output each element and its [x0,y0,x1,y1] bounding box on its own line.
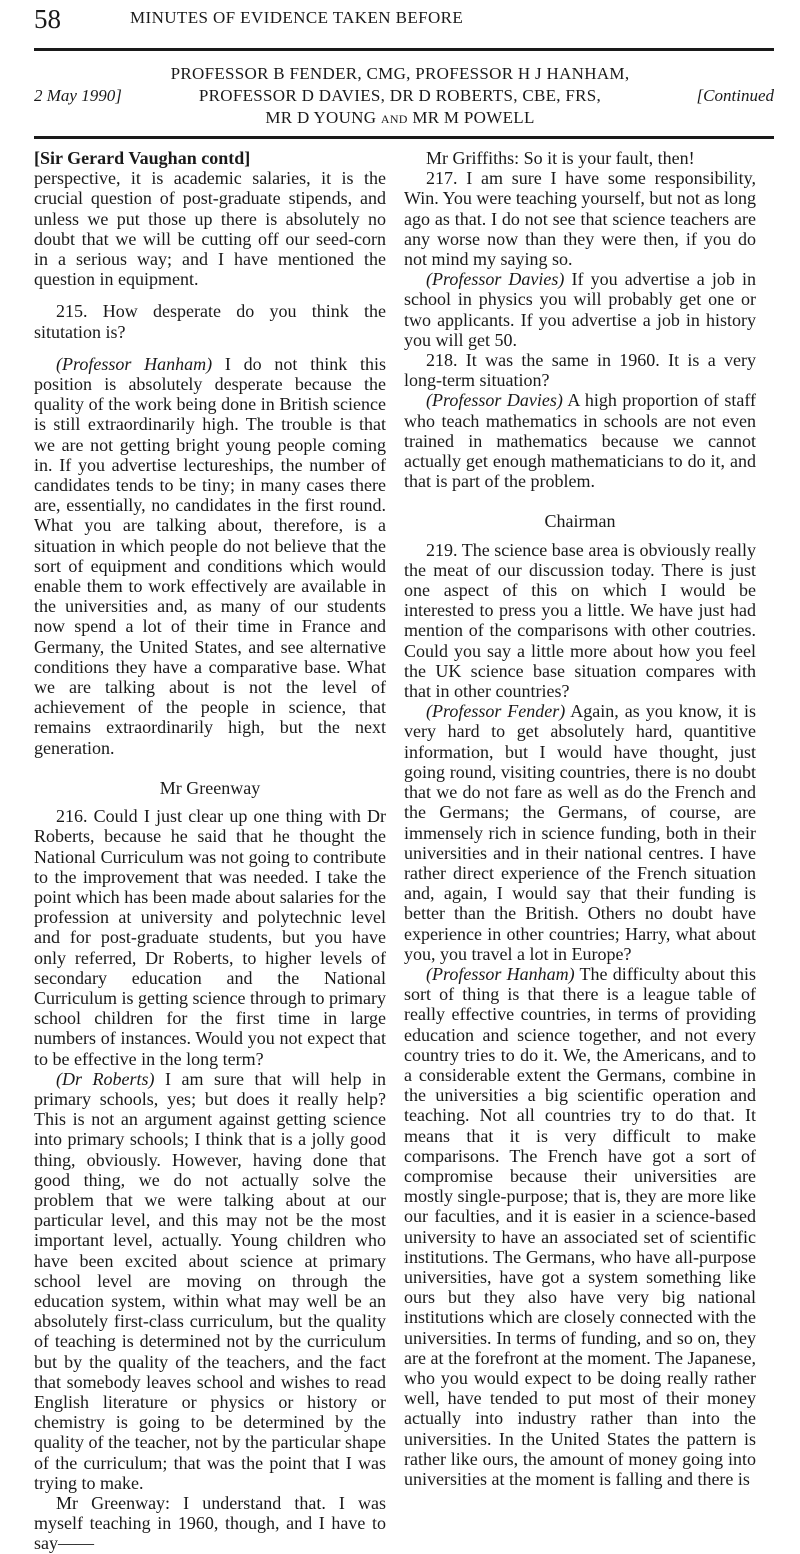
middle-rule [34,136,774,139]
witnesses-line-2: PROFESSOR D DAVIES, DR D ROBERTS, CBE, FRS, [198,86,602,105]
answer-218 [404,390,756,491]
page-number: 58 [34,4,61,34]
remark-speaker: Mr Greenway: [56,1493,171,1513]
answer-219-continued [404,964,756,1489]
paragraph: perspective, it is academic salaries, it is the crucial question of post-graduate stipends, and unless we put those up there is absolutely no doubt that we will be cutting off our seed-corn in a serious way; and I have mentioned the question in equipment. [34,168,386,290]
griffiths-remark [404,148,756,168]
section-heading: Mr Greenway [159,777,261,798]
remark-speaker: Mr Griffiths: [426,148,520,168]
answer-text: Again, as you know, it is very hard to get absolutely hard, quantitive information, but I would have thought, just going round, visiting countries, there is no doubt that we do not fare as well as do the French and the Germans; the Germans, of course, are immensely rich in science funding, both in their universities and in their national centres. I have rather direct experience of the French situation and, again, I would say that their funding is better than the British. Others no doubt have experience in other countries; Harry, what about you, you travel a lot in Europe? [404,701,757,964]
left-column [34,148,386,1554]
answer-219 [404,701,756,964]
continued-label: [Continued [696,86,774,105]
witnesses-line-1: PROFESSOR B FENDER, CMG, PROFESSOR H J HANHAM, [170,64,630,83]
speaker-label: [Sir Gerard Vaughan contd] [34,148,251,168]
remark-text: I understand that. I was myself teaching in 1960, though, and I have to say—— [34,1493,386,1554]
answer-216 [34,1069,386,1493]
answer-text: The difficulty about this sort of thing is that there is a league table of really effective countries, in terms of providing education and science together, and not every country tries to do it. We, the Americans, and to a considerable extent the Germans, combine in the universities a big scientific operation and teaching. Not all countries try to do that. It means that it is very difficult to make comparisons. The French have got a sort of compromise because their universities are mostly single-purpose; that is, they are more like our faculties, and it is easier in a science-based university to have an associated set of scientific institutions. The Germans, who have all-purpose universities, have got a system something like ours but they also have very big national institutions which are closely connected with the universities. In terms of funding, and so on, they are at the forefront at the moment. The Japanese, who you would expect to be doing really rather well, have tended to put most of their money actually into industry rather than into the universities. In the United States the pattern is rather like ours, the amount of money going into universities at the moment is falling and there is [404,963,757,1489]
hearing-date: 2 May 1990] [34,86,122,105]
answer-speaker: (Professor Hanham) [426,963,575,984]
question-218: 218. It was the same in 1960. It is a very long-term situation? [404,350,756,391]
question-217: 217. I am sure I have some responsibility, Win. You were teaching yourself, but not as long ago as that. I do not see that science teachers are any worse now than they were then, if you do not mind my saying so. [404,168,756,270]
answer-215 [34,354,386,758]
top-rule [34,48,774,51]
witnesses-line-3: MR D YOUNG and MR M POWELL [265,108,535,127]
right-column [404,148,756,1489]
question-215: 215. How desperate do you think the situtation is? [34,301,386,342]
answer-text: I do not think this position is absolutely desperate because the quality of the work being done in British science is still extraordinarily high. The trouble is that we are not getting bright young people coming in. If you advertise lectureships, the number of candidates tends to be tiny; in many cases there are, essentially, no candidates in the first round. What you are talking about, therefore, is a situation in which people do not believe that the sort of equipment and conditions which would enable them to work effectively are available in the universities and, as many of our students now spend a lot of their time in France and Germany, the United States, and see alternative conditions they have a comparative base. What we are talking about is not the level of achievement of the people in science, that remains extraordinarily high, but the next generation. [34,353,386,758]
answer-speaker: (Professor Davies) [426,390,563,411]
answer-speaker: (Professor Davies) [426,269,565,290]
answer-speaker: (Professor Fender) [426,701,566,722]
answer-text: I am sure that will help in primary schools, yes; but does it really help? This is not an argument against getting science into primary schools; I think that is a jolly good thing, obviously. However, having done that good thing, we do not actually solve the problem that we were talking about at our particular level, and this may not be the most important level, actually. Young children who have been excited about science at primary school level are moving on through the education system, within what may well be an absolutely first-class curriculum, but the quality of teaching is determined not by the curriculum but by the quality of the teachers, and the fact that somebody leaves school and wishes to read English literature or physics or history or chemistry is going to be determined by the quality of the teacher, not by the particular shape of the curriculum; that was the point that I was trying to make. [34,1068,386,1493]
answer-217 [404,269,756,350]
answer-speaker: (Dr Roberts) [56,1068,155,1089]
greenway-remark [34,1493,386,1554]
running-title: MINUTES OF EVIDENCE TAKEN BEFORE [130,8,464,27]
answer-speaker: (Professor Hanham) [56,353,213,374]
question-219: 219. The science base area is obviously really the meat of our discussion today. There is just one aspect of this on which I would be interested to press you a little. We have just had mention of the comparisons with other coutries. Could you say a little more about how you feel the UK science base situation compares with that in other countries? [404,539,756,702]
section-heading: Chairman [544,511,616,532]
question-216: 216. Could I just clear up one thing with Dr Roberts, because he said that he thought the National Curriculum was not going to contribute to the improvement that was needed. I take the point which has been made about salaries for the profession at university and polytechnic level and for post-graduate students, but you have only referred, Dr Roberts, to higher levels of secondary education and the National Curriculum is getting science through to primary school children for the first time in large numbers of instances. Would you not expect that to be effective in the long term? [34,806,386,1069]
remark-text: So it is your fault, then! [519,148,695,168]
answer-text: A high proportion of staff who teach mathematics in schools are not even trained in mathematics because we cannot actually get enough mathematicians to do it, and that is part of the problem. [404,390,757,492]
answer-text: If you advertise a job in school in physics you will probably get one or two applicants. If you advertise a job in history you will get 50. [404,269,756,350]
